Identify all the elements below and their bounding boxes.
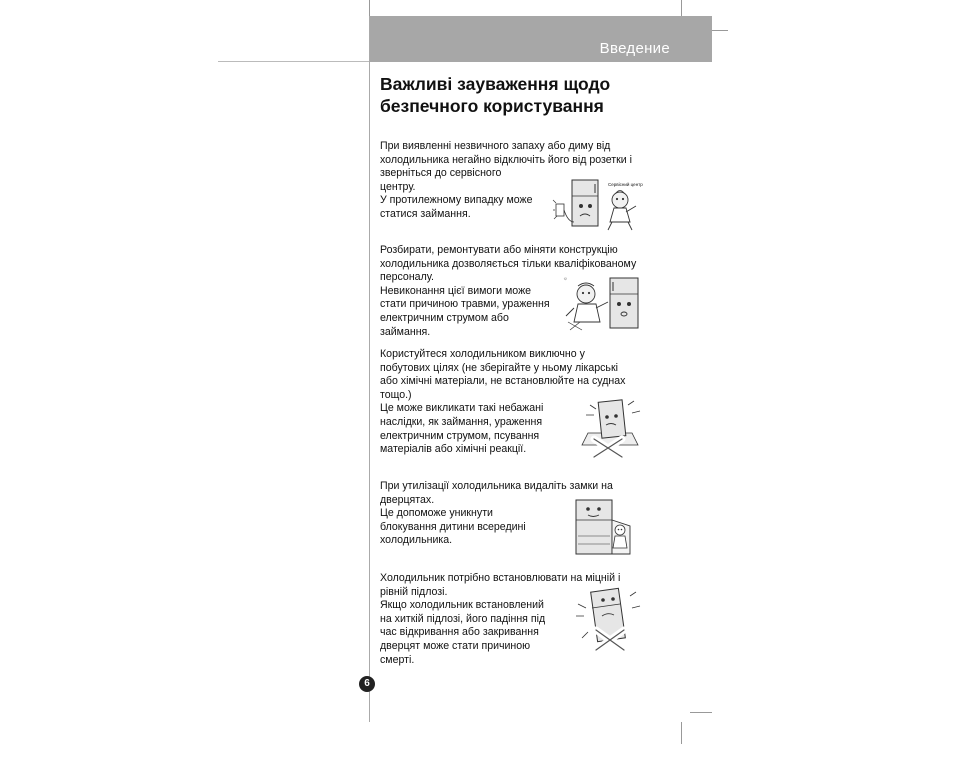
note-line: холодильника. bbox=[380, 534, 453, 547]
crop-mark bbox=[690, 712, 712, 713]
note-line: центру. bbox=[380, 180, 416, 193]
note-line: займання. bbox=[380, 325, 431, 338]
page-edge-line bbox=[369, 16, 370, 722]
note-line: на хиткій підлозі, його падіння під bbox=[380, 612, 546, 625]
page-title-line: безпечного користування bbox=[380, 96, 604, 116]
section-header bbox=[370, 16, 712, 62]
note-line: Якщо холодильник встановлений bbox=[380, 599, 544, 612]
note-line: статися займання. bbox=[380, 207, 471, 220]
note-line: стати причиною травми, ураження bbox=[380, 298, 550, 311]
note-line: Це допоможе уникнути bbox=[380, 507, 493, 520]
page-title bbox=[380, 73, 610, 117]
note-line: побутових цілях (не зберігайте у ньому лікарські bbox=[380, 361, 618, 374]
note-line: дверцятах. bbox=[380, 493, 435, 506]
crop-mark bbox=[681, 722, 682, 744]
note-line: холодильника дозволяється тільки кваліфікованому bbox=[380, 257, 637, 270]
falling-refrigerator-icon bbox=[574, 586, 644, 652]
note-line: наслідки, як займання, ураження bbox=[380, 415, 543, 428]
note-line: тощо.) bbox=[380, 388, 412, 401]
note-line: Холодильник потрібно встановлювати на міцній і bbox=[380, 572, 621, 584]
crop-mark bbox=[369, 0, 370, 16]
no-repair-refrigerator-icon bbox=[560, 272, 652, 334]
child-in-refrigerator-icon bbox=[572, 496, 638, 558]
note-line: Користуйтеся холодильником виключно у bbox=[380, 348, 585, 360]
note-line: електричним струмом або bbox=[380, 311, 509, 324]
crop-mark bbox=[218, 61, 369, 62]
page-number: 6 bbox=[359, 676, 375, 692]
note-line: рівній підлозі. bbox=[380, 585, 448, 598]
note-line: дверцят може стати причиною bbox=[380, 639, 531, 652]
page-title-line: Важливі зауваження щодо bbox=[380, 74, 611, 94]
note-line: Розбирати, ремонтувати або міняти конструкцію bbox=[380, 244, 618, 256]
note-line: Це може викликати такі небажані bbox=[380, 402, 544, 415]
note-line: смерті. bbox=[380, 653, 415, 666]
note-line: холодильника негайно відключіть його від розетки і bbox=[380, 153, 632, 166]
note-line: При утилізації холодильника видаліть замки на bbox=[380, 480, 613, 492]
svg-text:☼: ☼ bbox=[563, 276, 568, 282]
note-line: персоналу. bbox=[380, 271, 434, 284]
note-line: матеріалів або хімічні реакції. bbox=[380, 443, 527, 456]
prohibited-use-refrigerator-icon bbox=[574, 397, 646, 459]
note-line: Невиконання цієї вимоги може bbox=[380, 284, 532, 297]
refrigerator-unplug-service-center-icon bbox=[552, 174, 648, 234]
note-line: блокування дитини всередині bbox=[380, 520, 526, 533]
section-title: Введение bbox=[599, 40, 670, 57]
note-line: зверніться до сервісного bbox=[380, 167, 502, 180]
note-line: У протилежному випадку може bbox=[380, 194, 533, 207]
note-line: При виявленні незвичного запаху або диму від bbox=[380, 140, 611, 152]
note-line: електричним струмом, псування bbox=[380, 429, 540, 442]
service-center-label: Сервісний центр bbox=[608, 182, 643, 187]
note-line: час відкривання або закривання bbox=[380, 626, 539, 639]
crop-mark bbox=[681, 0, 682, 16]
note-line: або хімічні матеріали, не встановлюйте на суднах bbox=[380, 375, 626, 388]
